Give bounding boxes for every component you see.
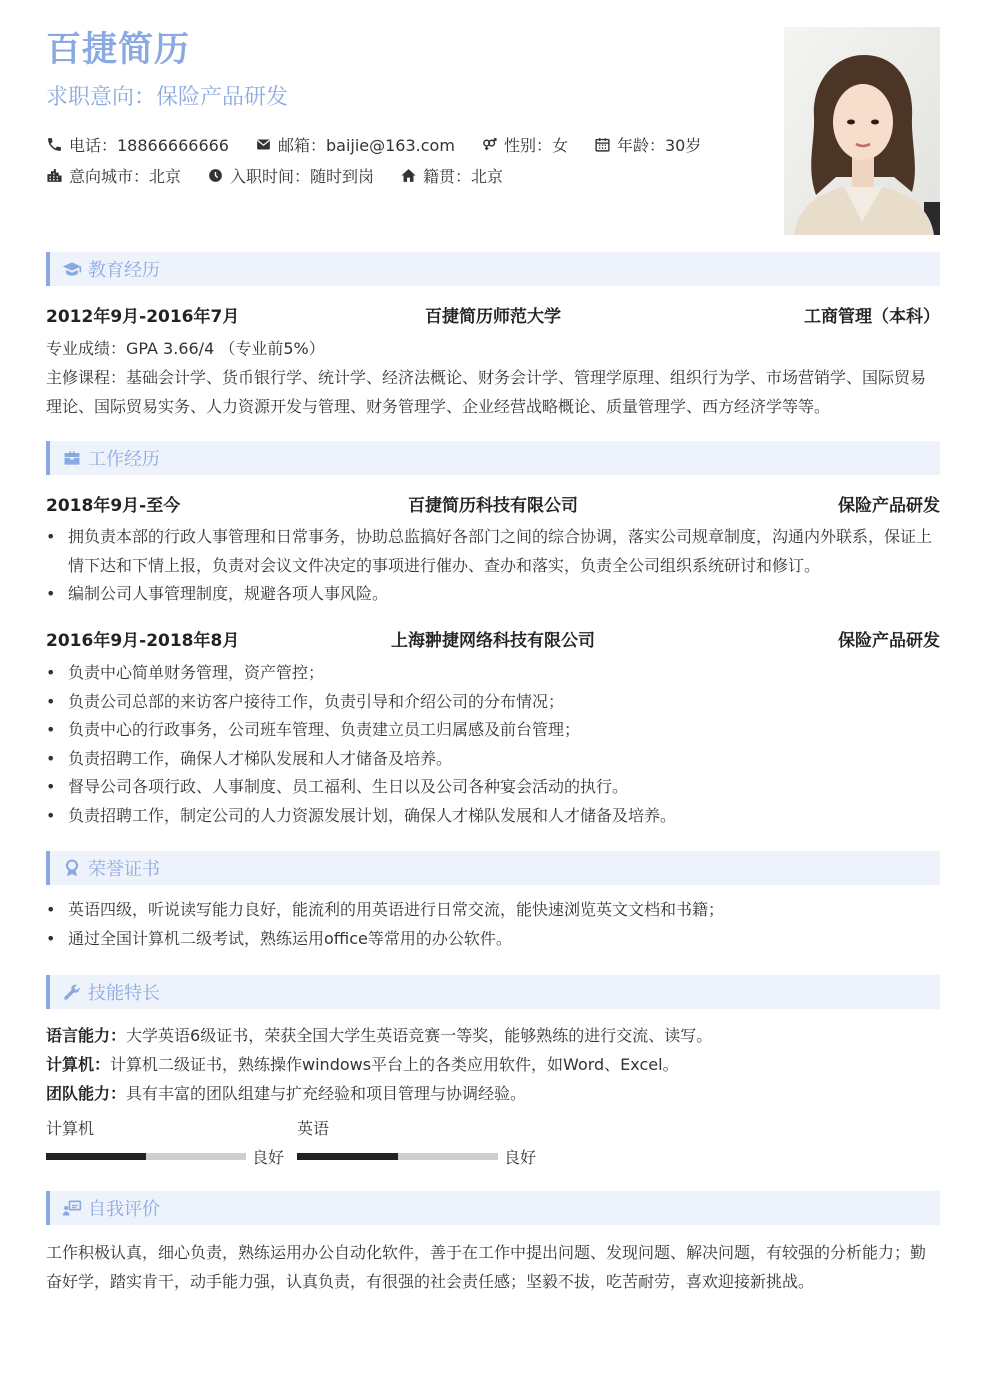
skill-bar-label: 计算机 (46, 1119, 95, 1138)
contact-row-1 (46, 133, 727, 155)
wrench-icon (62, 982, 82, 1002)
job-role: 保险产品研发 (838, 496, 940, 516)
section-work-title: 工作经历 (88, 449, 160, 470)
skill-bar-label: 英语 (297, 1119, 330, 1138)
graduation-cap-icon (62, 259, 82, 279)
list-item: • 负责公司总部的来访客户接待工作，负责引导和介绍公司的分布情况； (46, 688, 940, 717)
profile-photo (784, 27, 940, 235)
skill-line-computer (46, 1050, 940, 1079)
start-text: 入职时间：随时到岗 (230, 166, 375, 186)
skill-label: 团队能力： (46, 1084, 127, 1103)
job-duties-1 (46, 523, 940, 609)
self-evaluation-text: 工作积极认真，细心负责，熟练运用办公自动化软件，善于在工作中提出问题、发现问题、解决问题，有较强的分析能力；勤奋好学，踏实肯干，动手能力强，认真负责，有很强的社会责任感；坚毅不拔，吃苦耐劳，喜欢迎接新挑战。 (46, 1243, 927, 1291)
clock-icon (207, 167, 224, 184)
section-education-title: 教育经历 (88, 260, 160, 281)
city-icon (46, 167, 63, 184)
section-skills-title: 技能特长 (88, 983, 160, 1004)
skill-text: 计算机二级证书，熟练操作windows平台上的各类应用软件，如Word、Excel。 (110, 1055, 679, 1074)
skill-bar-fill (46, 1153, 146, 1160)
list-item: • 拥负责本部的行政人事管理和日常事务，协助总监搞好各部门之间的综合协调，落实公司规章制度，沟通内外联系，保证上情下达和下情上报，负责对会议文件决定的事项进行催办、查办和落实，负责全公司组织系统研讨和修订。 (46, 523, 940, 580)
info-start (207, 164, 374, 187)
briefcase-icon (62, 448, 82, 468)
list-item: • 负责招聘工作，确保人才梯队发展和人才储备及培养。 (46, 745, 940, 774)
resume-name: 百捷简历 (46, 30, 191, 70)
job-role: 保险产品研发 (838, 631, 940, 651)
phone-text: 电话：18866666666 (69, 135, 229, 155)
education-major: 工商管理（本科） (804, 307, 940, 327)
job-row-2 (46, 626, 940, 650)
gender-icon (481, 136, 498, 153)
skill-bar-english (297, 1153, 498, 1160)
job-duties-2 (46, 659, 940, 831)
award-icon (62, 858, 82, 878)
job-company: 百捷简历科技有限公司 (408, 496, 578, 516)
education-courses: 主修课程：基础会计学、货币银行学、统计学、经济法概论、财务会计学、管理学原理、组织行为学、市场营销学、国际贸易理论、国际贸易实务、人力资源开发与管理、财务管理学、企业经营战略概论、质量管理学、西方经济学等等。 (46, 368, 927, 416)
info-origin (400, 164, 503, 187)
home-icon (400, 167, 417, 184)
presentation-icon (62, 1198, 82, 1218)
calendar-icon (594, 136, 611, 153)
job-intent: 求职意向：保险产品研发 (46, 85, 289, 110)
phone-icon (46, 136, 63, 153)
list-item: • 督导公司各项行政、人事制度、员工福利、生日以及公司各种宴会活动的执行。 (46, 773, 940, 802)
info-email (255, 133, 455, 156)
list-item: • 负责中心的行政事务，公司班车管理、负责建立员工归属感及前台管理； (46, 716, 940, 745)
contact-row-2 (46, 164, 529, 186)
gender-text: 性别：女 (503, 135, 568, 155)
skill-label: 语言能力： (46, 1026, 127, 1045)
age-text: 年龄：30岁 (616, 135, 702, 155)
info-phone (46, 133, 229, 156)
section-work (46, 441, 940, 475)
list-item: • 负责中心简单财务管理，资产管控； (46, 659, 940, 688)
section-self (46, 1191, 940, 1225)
education-period: 2012年9月-2016年7月 (46, 307, 240, 327)
section-honors-title: 荣誉证书 (88, 859, 160, 880)
skill-bar-level: 良好 (252, 1148, 285, 1167)
job-company: 上海翀捷网络科技有限公司 (391, 631, 595, 651)
mail-icon (255, 136, 272, 153)
skill-text: 具有丰富的团队组建与扩充经验和项目管理与协调经验。 (126, 1084, 527, 1103)
skill-text: 大学英语6级证书，荣获全国大学生英语竞赛一等奖，能够熟练的进行交流、读写。 (126, 1026, 713, 1045)
job-period: 2016年9月-2018年8月 (46, 631, 240, 651)
info-city (46, 164, 181, 187)
city-text: 意向城市：北京 (69, 166, 182, 186)
education-gpa: 专业成绩：GPA 3.66/4 （专业前5%） (46, 339, 325, 358)
skill-line-language (46, 1021, 940, 1050)
education-row (46, 302, 940, 326)
info-age (594, 133, 701, 156)
job-row-1 (46, 491, 940, 515)
skill-bar-computer (46, 1153, 246, 1160)
section-skills (46, 975, 940, 1009)
origin-text: 籍贯：北京 (423, 166, 504, 186)
section-self-title: 自我评价 (88, 1199, 160, 1220)
list-item: • 英语四级，听说读写能力良好，能流利的用英语进行日常交流，能快速浏览英文文档和书籍； (46, 896, 940, 925)
education-school: 百捷简历师范大学 (425, 307, 561, 327)
info-gender (481, 133, 568, 156)
section-education (46, 252, 940, 286)
job-period: 2018年9月-至今 (46, 496, 181, 516)
skill-bar-fill (297, 1153, 398, 1160)
honors-list (46, 896, 940, 953)
email-text: 邮箱：baijie@163.com (277, 135, 455, 155)
skill-bar-level: 良好 (504, 1148, 537, 1167)
list-item: • 负责招聘工作，制定公司的人力资源发展计划，确保人才梯队发展和人才储备及培养。 (46, 802, 940, 831)
section-honors (46, 851, 940, 885)
skill-line-team (46, 1079, 940, 1108)
skill-label: 计算机： (46, 1055, 111, 1074)
list-item: • 编制公司人事管理制度，规避各项人事风险。 (46, 580, 940, 609)
list-item: • 通过全国计算机二级考试，熟练运用office等常用的办公软件。 (46, 925, 940, 954)
